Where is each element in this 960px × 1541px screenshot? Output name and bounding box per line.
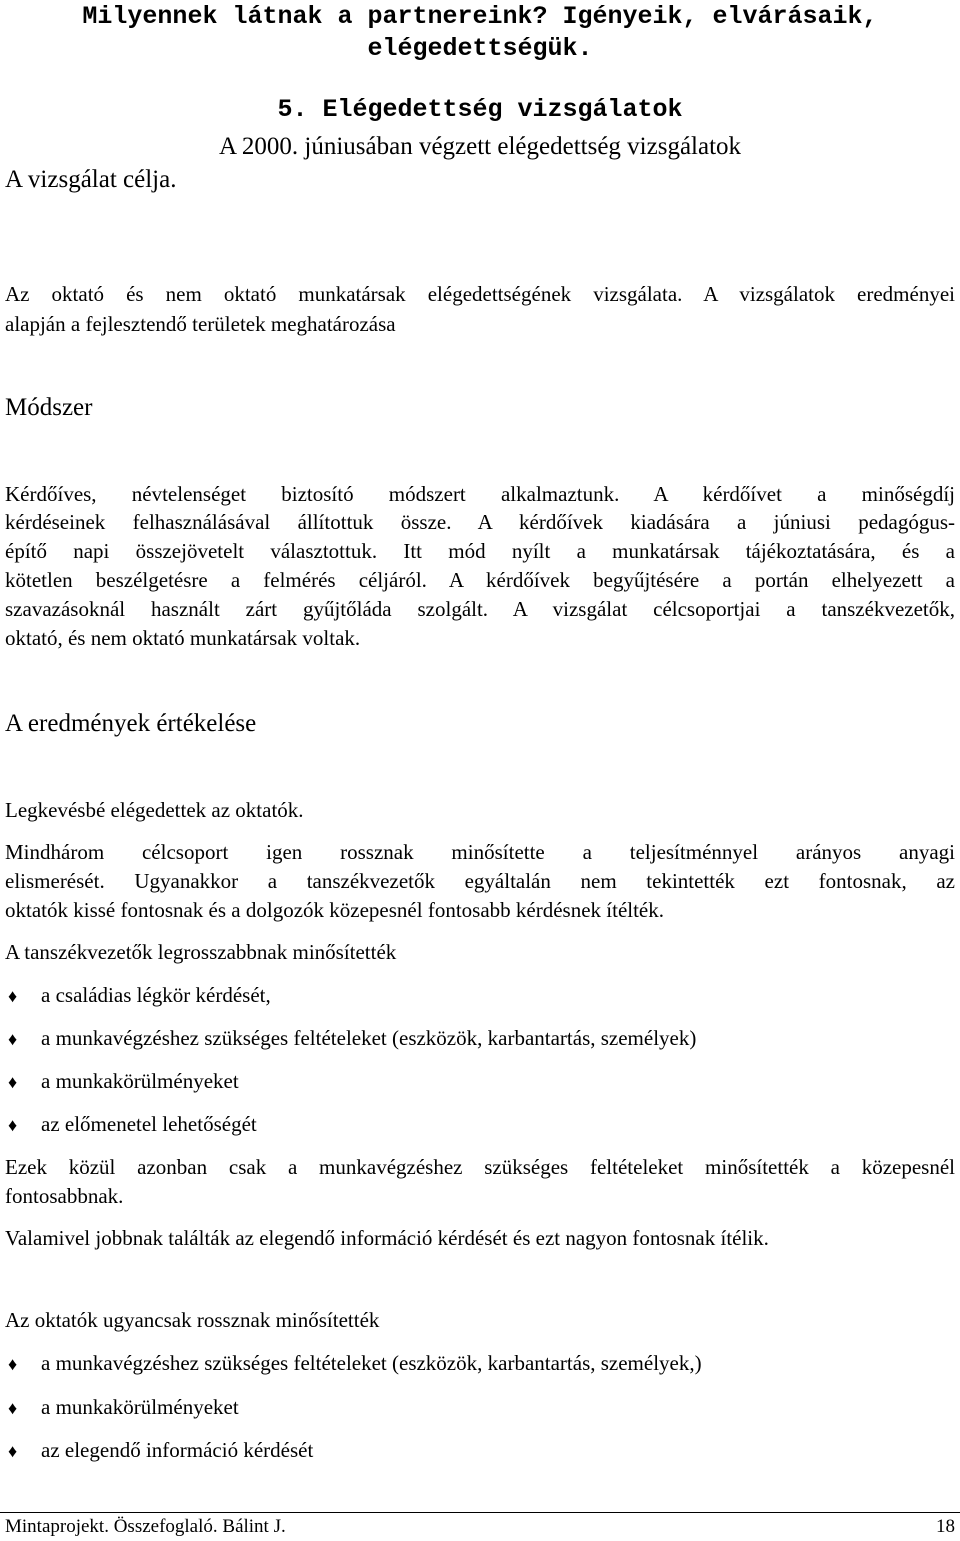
diamond-cross-bullet-icon: ♦ [8, 986, 18, 1006]
page-title-line-2: elégedettségük. [367, 34, 593, 63]
method-line-3: építő napi összejövetelt választottuk. Itt mód nyílt a munkatársak tájékoztatására, és a [5, 539, 955, 563]
diamond-cross-bullet-icon: ♦ [8, 1115, 18, 1135]
least-satisfied-text: Legkevésbé elégedettek az oktatók. [5, 798, 304, 822]
method-line-4: kötetlen beszélgetésre a felmérés céljáról. A kérdőívek begyűjtésére a portán elhelyezett a [5, 568, 955, 592]
heads-intro: A tanszékvezetők legrosszabbnak minősítették [5, 940, 397, 964]
footer-text: Mintaprojekt. Összefoglaló. Bálint J. [5, 1516, 286, 1537]
results-paragraph-line-3: oktatók kissé fontosnak és a dolgozók közepesnél fontosabb kérdésnek ítélték. [5, 898, 664, 922]
list-item-text: a munkavégzéshez szükséges feltételeket (eszközök, karbantartás, személyek) [41, 1026, 697, 1050]
list-item [8, 1069, 239, 1094]
method-line-2: kérdéseinek felhasználásával állítottuk össze. A kérdőívek kiadására a júniusi pedagógus- [5, 510, 955, 534]
list-item-text: a munkavégzéshez szükséges feltételeket (eszközök, karbantartás, személyek,) [41, 1351, 702, 1375]
page-number: 18 [936, 1516, 955, 1537]
method-line-5: szavazásoknál használt zárt gyűjtőláda szolgált. A vizsgálat célcsoportjai a tanszékvezetők, [5, 597, 955, 621]
list-item-text: a munkakörülményeket [41, 1395, 239, 1419]
teachers-intro: Az oktatók ugyancsak rossznak minősítették [5, 1308, 380, 1332]
diamond-cross-bullet-icon: ♦ [8, 1029, 18, 1049]
list-item [8, 1026, 696, 1051]
diamond-cross-bullet-icon: ♦ [8, 1072, 18, 1092]
footer-divider [0, 1512, 960, 1513]
however-line-1: Ezek közül azonban csak a munkavégzéshez szükséges feltételeket minősítették a közepesnél [5, 1155, 955, 1179]
diamond-cross-bullet-icon: ♦ [8, 1441, 18, 1461]
diamond-cross-bullet-icon: ♦ [8, 1354, 18, 1374]
list-item [8, 1395, 239, 1420]
info-line: Valamivel jobbnak találták az elegendő információ kérdését és ezt nagyon fontosnak ítélik. [5, 1226, 769, 1250]
list-item [8, 1351, 702, 1376]
page-title-line-1: Milyennek látnak a partnereink? Igényeik, elvárásaik, [82, 2, 878, 31]
however-line-2: fontosabbnak. [5, 1184, 124, 1208]
list-item-text: a munkakörülményeket [41, 1069, 239, 1093]
list-item-text: a családias légkör kérdését, [41, 983, 271, 1007]
method-line-6: oktató, és nem oktató munkatársak voltak. [5, 626, 361, 650]
list-item-text: az elegendő információ kérdését [41, 1438, 314, 1462]
list-item [8, 1438, 313, 1463]
aim-heading: A vizsgálat célja. [5, 166, 177, 193]
results-paragraph-line-1: Mindhárom célcsoport igen rossznak minősítette a teljesítménnyel arányos anyagi [5, 840, 955, 864]
aim-line-1: Az oktató és nem oktató munkatársak elégedettségének vizsgálata. A vizsgálatok eredményei [5, 282, 955, 306]
diamond-cross-bullet-icon: ♦ [8, 1398, 18, 1418]
section-title: 5. Elégedettség vizsgálatok [277, 95, 683, 124]
method-heading: Módszer [5, 394, 93, 421]
results-paragraph-line-2: elismerését. Ugyanakkor a tanszékvezetők egyáltalán nem tekintették ezt fontosnak, az [5, 869, 955, 893]
list-item-text: az előmenetel lehetőségét [41, 1112, 257, 1136]
results-heading: A eredmények értékelése [5, 710, 257, 737]
section-subtitle: A 2000. júniusában végzett elégedettség vizsgálatok [218, 133, 742, 160]
aim-line-2: alapján a fejlesztendő területek meghatározása [5, 312, 396, 336]
list-item [8, 983, 271, 1008]
list-item [8, 1112, 257, 1137]
method-line-1: Kérdőíves, névtelenséget biztosító módszert alkalmaztunk. A kérdőívet a minőségdíj [5, 482, 955, 506]
